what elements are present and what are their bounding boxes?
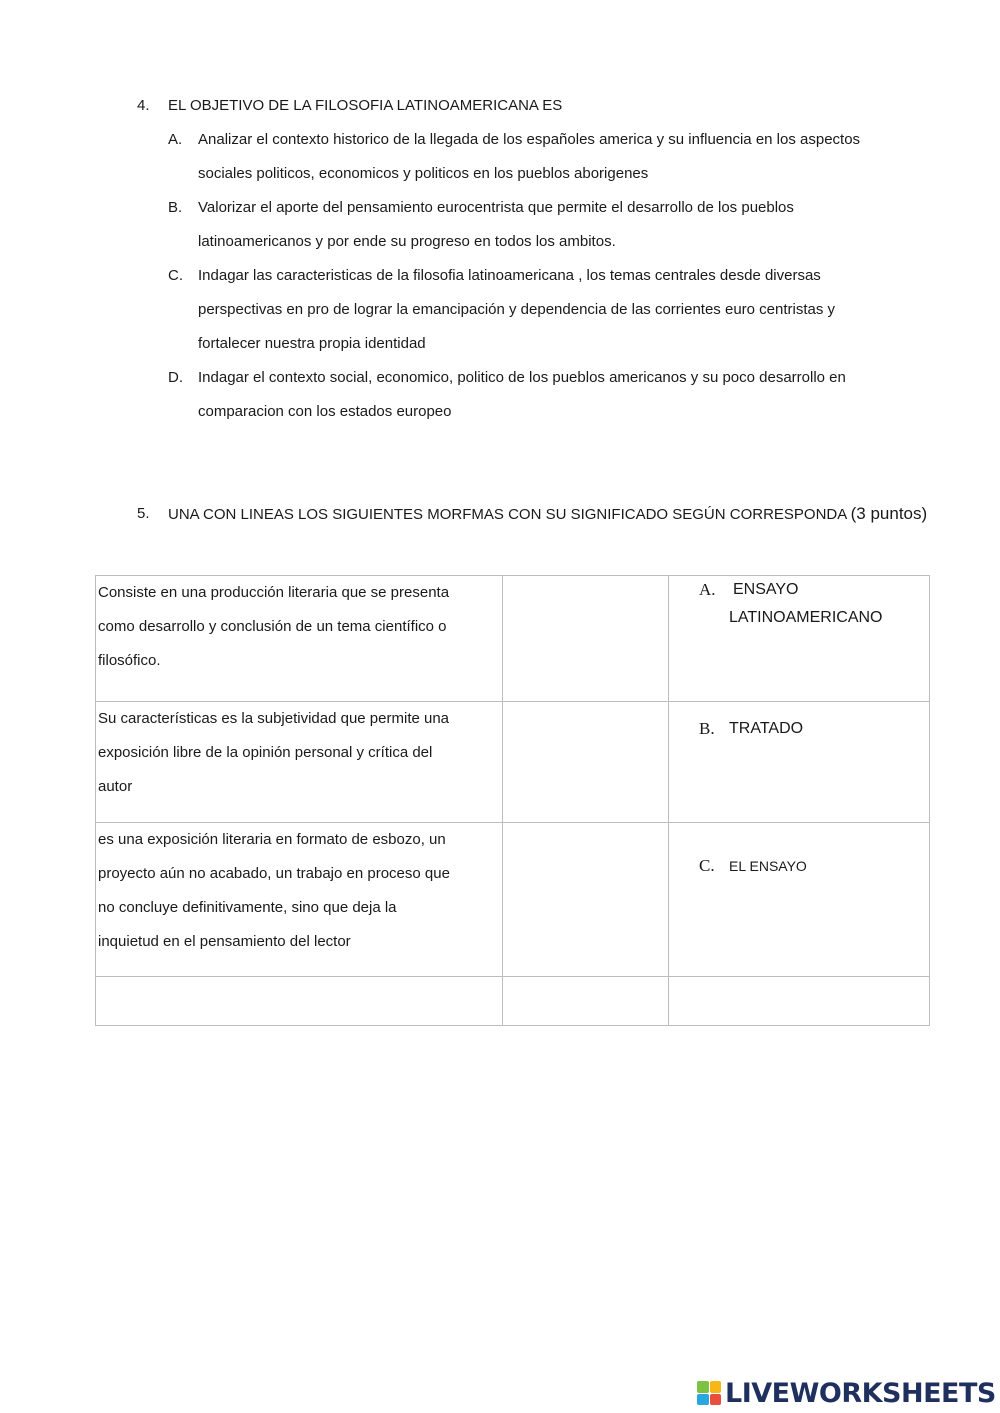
answer-cell[interactable] [669, 576, 930, 702]
question-title: UNA CON LINEAS LOS SIGUIENTES MORFMAS CON SU SIGNIFICADO SEGÚN CORRESPONDA [168, 506, 847, 523]
question-5 [137, 497, 977, 532]
question-points: (3 puntos) [850, 504, 928, 523]
description-line: filosófico. [98, 652, 161, 669]
logo-square [697, 1381, 709, 1393]
option-letter: D. [168, 369, 183, 386]
option-letter: C. [168, 267, 183, 284]
matching-table [95, 575, 930, 1026]
answer-letter: C. [699, 856, 715, 875]
connector-cell[interactable] [503, 823, 669, 977]
question-5-header [137, 497, 977, 532]
option-letter: A. [168, 131, 183, 148]
question-4-header [137, 89, 957, 123]
option-text: sociales politicos, economicos y politicos en los pueblos aborigenes [198, 165, 649, 182]
question-number: 5. [137, 505, 150, 522]
logo-text: LIVEWORKSHEETS [725, 1377, 996, 1409]
option-text: latinoamericanos y por ende su progreso en todos los ambitos. [198, 233, 616, 250]
option-text: Analizar el contexto historico de la llegada de los españoles america y su influencia en los aspectos [198, 131, 861, 148]
table-row [96, 823, 930, 977]
description-cell [96, 576, 503, 702]
description-line: como desarrollo y conclusión de un tema científico o [98, 618, 447, 635]
logo-mark-icon [697, 1381, 721, 1405]
description-line: es una exposición literaria en formato de esbozo, un [98, 831, 446, 848]
description-line: exposición libre de la opinión personal y crítica del [98, 744, 433, 761]
description-line: Consiste en una producción literaria que se presenta [98, 584, 450, 601]
answer-letter: B. [699, 719, 715, 738]
question-4 [137, 89, 957, 429]
description-line: Su características es la subjetividad que permite una [98, 710, 450, 727]
answer-text: TRATADO [729, 720, 804, 737]
answer-letter: A. [699, 580, 716, 599]
option-text: perspectivas en pro de lograr la emancipación y dependencia de las corrientes euro centristas y [198, 301, 836, 318]
answer-text: LATINOAMERICANO [729, 609, 883, 626]
option-letter: B. [168, 199, 183, 216]
option-text: Indagar el contexto social, economico, politico de los pueblos americanos y su poco desarrollo en [198, 369, 846, 386]
option-a[interactable] [137, 123, 957, 191]
liveworksheets-logo [697, 1378, 996, 1408]
description-cell [96, 702, 503, 823]
logo-square [710, 1381, 722, 1393]
option-b[interactable] [137, 191, 957, 259]
answer-cell[interactable] [669, 702, 930, 823]
table-row [96, 702, 930, 823]
answer-cell[interactable] [669, 823, 930, 977]
option-text: fortalecer nuestra propia identidad [198, 335, 426, 352]
logo-square [710, 1394, 722, 1406]
connector-cell[interactable] [503, 702, 669, 823]
logo-square [697, 1394, 709, 1406]
option-d[interactable] [137, 361, 957, 429]
description-line: no concluye definitivamente, sino que deja la [98, 899, 397, 916]
connector-cell[interactable] [503, 576, 669, 702]
option-text: Valorizar el aporte del pensamiento eurocentrista que permite el desarrollo de los pueblos [198, 199, 794, 216]
description-cell [96, 823, 503, 977]
option-text: Indagar las caracteristicas de la filosofia latinoamericana , los temas centrales desde diversas [198, 267, 821, 284]
answer-text: ENSAYO [733, 581, 799, 598]
option-c[interactable] [137, 259, 957, 361]
table-row [96, 576, 930, 702]
description-line: autor [98, 778, 133, 795]
question-title: EL OBJETIVO DE LA FILOSOFIA LATINOAMERICANA ES [168, 97, 563, 114]
empty-cell [96, 977, 503, 1026]
empty-cell [503, 977, 669, 1026]
option-text: comparacion con los estados europeo [198, 403, 452, 420]
description-line: proyecto aún no acabado, un trabajo en proceso que [98, 865, 450, 882]
description-line: inquietud en el pensamiento del lector [98, 933, 351, 950]
answer-text: EL ENSAYO [729, 858, 807, 874]
table-row-empty [96, 977, 930, 1026]
empty-cell [669, 977, 930, 1026]
question-number: 4. [137, 97, 150, 114]
